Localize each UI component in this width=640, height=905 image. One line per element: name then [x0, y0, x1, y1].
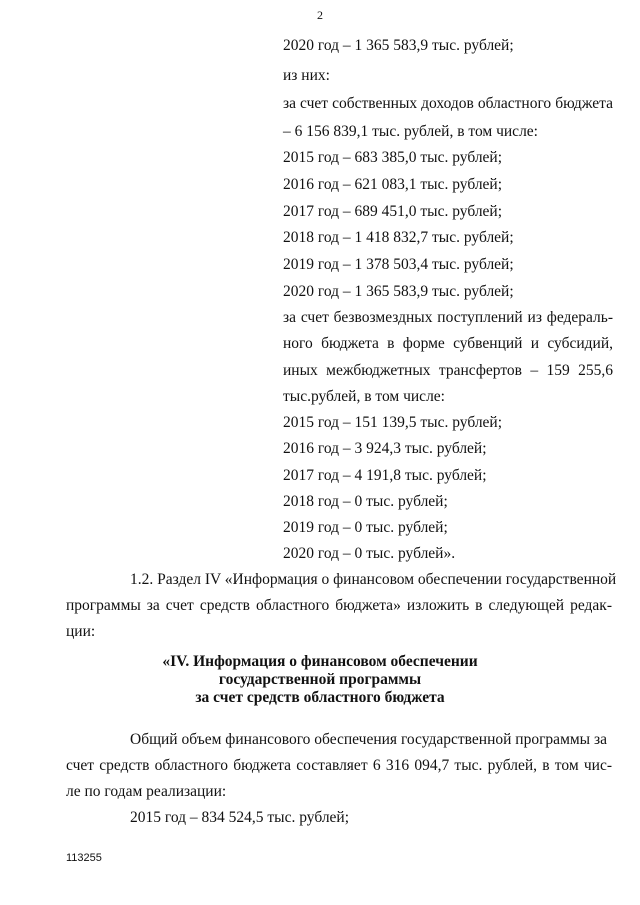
list-line: 2017 год – 689 451,0 тыс. рублей; [283, 203, 503, 220]
list-line: 2020 год – 0 тыс. рублей». [283, 545, 456, 562]
list-line: тыс.рублей, в том числе: [283, 388, 445, 405]
list-line: из них: [283, 67, 330, 84]
body-line: Общий объем финансового обеспечения государственной программы за [130, 731, 607, 748]
list-line: 2019 год – 0 тыс. рублей; [283, 519, 448, 536]
list-line: 2019 год – 1 378 503,4 тыс. рублей; [283, 256, 514, 273]
document-code: 113255 [66, 852, 102, 864]
list-line: ного бюджета в форме субвенций и субсидий, [283, 335, 613, 352]
amendment-line: 1.2. Раздел IV «Информация о финансовом обеспечении государственной [130, 571, 617, 588]
list-line: 2016 год – 3 924,3 тыс. рублей; [283, 440, 487, 457]
list-line: 2018 год – 0 тыс. рублей; [283, 493, 448, 510]
list-line: 2018 год – 1 418 832,7 тыс. рублей; [283, 229, 514, 246]
list-line: – 6 156 839,1 тыс. рублей, в том числе: [283, 123, 538, 140]
amendment-line: ции: [66, 623, 96, 640]
amendment-line: программы за счет средств областного бюджета» изложить в следующей редак- [66, 597, 612, 614]
page-number: 2 [317, 8, 323, 22]
body-line: ле по годам реализации: [66, 783, 227, 800]
section-heading-line: государственной программы [218, 671, 422, 688]
body-line: счет средств областного бюджета составляет 6 316 094,7 тыс. рублей, в том чис- [66, 757, 612, 774]
list-line: 2020 год – 1 365 583,9 тыс. рублей; [283, 283, 514, 300]
list-line: за счет собственных доходов областного бюджета [283, 95, 613, 112]
list-line: 2020 год – 1 365 583,9 тыс. рублей; [283, 37, 514, 54]
section-heading-line: «IV. Информация о финансовом обеспечении [162, 653, 478, 670]
list-line: 2017 год – 4 191,8 тыс. рублей; [283, 467, 487, 484]
list-line: иных межбюджетных трансфертов – 159 255,6 [283, 362, 613, 379]
list-line: 2016 год – 621 083,1 тыс. рублей; [283, 176, 503, 193]
section-heading-line: за счет средств областного бюджета [195, 689, 445, 706]
body-line: 2015 год – 834 524,5 тыс. рублей; [130, 809, 350, 826]
list-line: 2015 год – 683 385,0 тыс. рублей; [283, 149, 503, 166]
list-line: 2015 год – 151 139,5 тыс. рублей; [283, 414, 503, 431]
list-line: за счет безвозмездных поступлений из федераль- [283, 309, 613, 326]
